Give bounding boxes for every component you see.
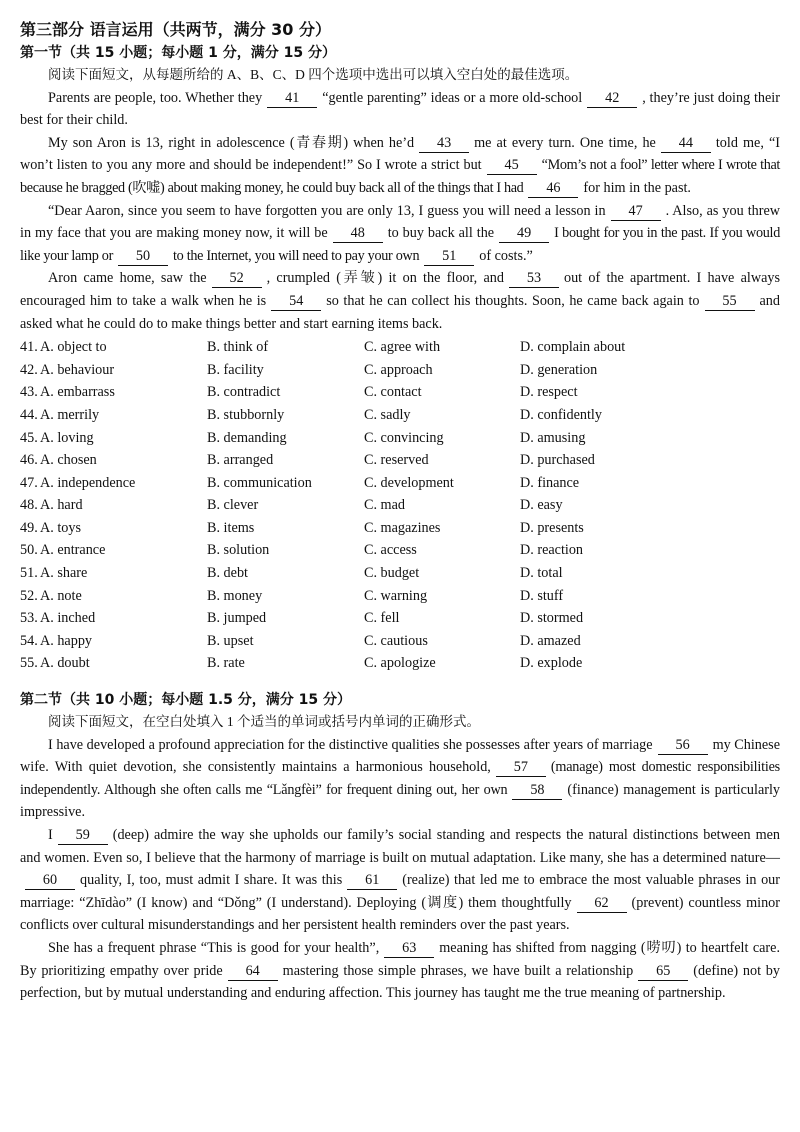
option-d[interactable]: D. stuff (520, 587, 564, 604)
option-a[interactable]: A. toys (40, 519, 81, 536)
section2-instruction: 阅读下面短文，在空白处填入 1 个适当的单词或括号内单词的正确形式。 (48, 714, 480, 730)
text: so that he can collect his thoughts. Soon, he came back again to (326, 292, 700, 309)
option-c[interactable]: C. approach (364, 361, 433, 378)
text: My son Aron is 13, right in adolescence (青春期) when he’d (48, 134, 415, 151)
text: (define) not by perfection, but by mutual understanding and enduring affection. This journey has taught me the true meaning of partnership. (20, 962, 780, 1002)
passage1-paragraph-2 (20, 132, 780, 200)
option-a[interactable]: A. hard (40, 497, 83, 514)
blank-65[interactable]: 65 (638, 963, 688, 981)
text: , they’re just doing their best for their child. (20, 89, 780, 129)
blank-64[interactable]: 64 (228, 963, 278, 981)
question-row (20, 539, 780, 562)
option-b[interactable]: B. money (207, 587, 263, 604)
blank-45[interactable]: 45 (487, 157, 537, 175)
passage2-paragraph-3 (20, 937, 780, 1005)
section1-instruction: 阅读下面短文，从每题所给的 A、B、C、D 四个选项中选出可以填入空白处的最佳选项。 (48, 67, 579, 82)
option-a[interactable]: A. loving (40, 429, 94, 446)
blank-51[interactable]: 51 (424, 248, 474, 266)
blank-59[interactable]: 59 (58, 827, 108, 845)
option-d[interactable]: D. complain about (520, 339, 626, 356)
blank-55[interactable]: 55 (705, 293, 755, 311)
blank-58[interactable]: 58 (512, 782, 562, 800)
option-d[interactable]: D. explode (520, 655, 583, 672)
option-d[interactable]: D. purchased (520, 452, 595, 469)
question-number: 46. (20, 452, 38, 469)
option-d[interactable]: D. amusing (520, 429, 586, 446)
option-a[interactable]: A. happy (40, 632, 93, 649)
question-number: 50. (20, 542, 38, 559)
question-number: 44. (20, 406, 38, 423)
passage1-paragraph-1 (20, 87, 780, 132)
option-c[interactable]: C. sadly (364, 406, 411, 423)
part-title: 第三部分 语言运用（共两节，满分 30 分） (20, 20, 331, 39)
option-c[interactable]: C. contact (364, 384, 422, 401)
text: mastering those simple phrases, we have built a relationship (282, 962, 634, 979)
option-a[interactable]: A. independence (40, 474, 136, 491)
text: me at every turn. One time, he (474, 134, 656, 151)
section1-title: 第一节（共 15 小题；每小题 1 分，满分 15 分） (20, 45, 336, 61)
option-d[interactable]: D. stormed (520, 610, 584, 627)
question-number: 41. (20, 339, 38, 356)
section-gap (20, 675, 780, 689)
blank-49[interactable]: 49 (499, 225, 549, 243)
question-row (20, 585, 780, 608)
option-d[interactable]: D. confidently (520, 406, 602, 423)
blank-44[interactable]: 44 (661, 135, 711, 153)
text: “Dear Aaron, since you seem to have forgotten you are only 13, I guess you will need a lesson in (48, 202, 606, 219)
blank-63[interactable]: 63 (384, 940, 434, 958)
options-list (20, 336, 780, 675)
option-c[interactable]: C. apologize (364, 655, 436, 672)
passage2-paragraph-1 (20, 734, 780, 824)
blank-50[interactable]: 50 (118, 248, 168, 266)
blank-61[interactable]: 61 (347, 872, 397, 890)
text: my Chinese wife. With quiet devotion, she consistently maintains a harmonious household, (20, 736, 780, 776)
option-a[interactable]: A. object to (40, 339, 107, 356)
blank-52[interactable]: 52 (212, 270, 262, 288)
text: , crumpled (弄皱) it on the floor, and (266, 270, 504, 287)
text: to buy back all the (387, 225, 495, 242)
option-b[interactable]: B. contradict (207, 384, 281, 401)
blank-47[interactable]: 47 (611, 203, 661, 221)
option-b[interactable]: B. think of (207, 339, 269, 356)
option-b[interactable]: B. items (207, 519, 255, 536)
option-c[interactable]: C. mad (364, 497, 405, 514)
blank-48[interactable]: 48 (333, 225, 383, 243)
question-number: 54. (20, 632, 38, 649)
option-a[interactable]: A. entrance (40, 542, 106, 559)
text: for him in the past. (583, 179, 691, 196)
question-row (20, 494, 780, 517)
option-c[interactable]: C. convincing (364, 429, 444, 446)
section2-title: 第二节（共 10 小题；每小题 1.5 分，满分 15 分） (20, 692, 352, 709)
question-number: 52. (20, 587, 38, 604)
text: I bought for you in the past. If you would like your lamp or (20, 225, 780, 264)
blank-54[interactable]: 54 (271, 293, 321, 311)
text: (prevent) countless minor conflicts over cultural misunderstandings and her persistent health reminders over the past years. (20, 894, 780, 934)
question-row (20, 630, 780, 653)
blank-46[interactable]: 46 (528, 180, 578, 198)
option-c[interactable]: C. development (364, 474, 454, 491)
option-c[interactable]: C. access (364, 542, 417, 559)
text: of costs.” (479, 247, 533, 264)
option-b[interactable]: B. arranged (207, 452, 274, 469)
question-number: 48. (20, 497, 38, 514)
text: (deep) admire the way she upholds our family’s social standing and respects the natural distinctions between men and women. Even so, I believe that the harmony of marriage is built on mutual adaptation. Like many, she has a determined nature— (20, 827, 780, 866)
blank-62[interactable]: 62 (577, 895, 627, 913)
option-d[interactable]: D. presents (520, 519, 584, 536)
option-b[interactable]: B. clever (207, 497, 259, 514)
option-c[interactable]: C. warning (364, 587, 428, 604)
blank-57[interactable]: 57 (496, 759, 546, 777)
text: and asked what he could do to make things better and start earning items back. (20, 292, 780, 332)
text: She has a frequent phrase “This is good for your health”, (48, 939, 380, 956)
option-a[interactable]: A. chosen (40, 452, 97, 469)
option-c[interactable]: C. magazines (364, 519, 441, 536)
option-c[interactable]: C. fell (364, 610, 400, 627)
text: quality, I, too, must admit I share. It was this (80, 872, 343, 889)
option-b[interactable]: B. upset (207, 632, 254, 649)
option-b[interactable]: B. solution (207, 542, 270, 559)
option-b[interactable]: B. rate (207, 655, 245, 672)
option-a[interactable]: A. merrily (40, 406, 100, 423)
question-row (20, 336, 780, 359)
option-a[interactable]: A. note (40, 587, 82, 604)
option-b[interactable]: B. debt (207, 565, 248, 582)
option-d[interactable]: D. generation (520, 361, 598, 378)
text: . Also, as you threw in my face that you are making money now, it will be (20, 202, 780, 242)
text: to the Internet, you will need to pay your own (173, 247, 420, 264)
option-a[interactable]: A. doubt (40, 655, 90, 672)
option-d[interactable]: D. amazed (520, 632, 581, 649)
option-b[interactable]: B. jumped (207, 610, 267, 627)
option-b[interactable]: B. demanding (207, 429, 287, 446)
option-a[interactable]: A. inched (40, 610, 96, 627)
question-number: 55. (20, 655, 38, 672)
blank-43[interactable]: 43 (419, 135, 469, 153)
question-number: 53. (20, 610, 38, 627)
option-a[interactable]: A. behaviour (40, 361, 115, 378)
text: Aron came home, saw the (48, 270, 207, 287)
option-d[interactable]: D. respect (520, 384, 578, 401)
text: meaning has shifted from nagging (唠叨) to heartfelt care. By prioritizing empathy over pride (20, 939, 780, 979)
question-row (20, 517, 780, 540)
text: (finance) management is particularly impressive. (20, 781, 781, 821)
question-number: 43. (20, 384, 38, 401)
text: I have developed a profound appreciation for the distinctive qualities she possesses after years of marriage (48, 736, 653, 753)
text: “gentle parenting” ideas or a more old-school (322, 89, 583, 106)
passage1-paragraph-4 (20, 267, 780, 335)
option-d[interactable]: D. total (520, 565, 563, 582)
option-c[interactable]: C. agree with (364, 339, 441, 356)
question-number: 51. (20, 565, 38, 582)
blank-41[interactable]: 41 (267, 90, 317, 108)
option-c[interactable]: C. cautious (364, 632, 428, 649)
blank-60[interactable]: 60 (25, 872, 75, 890)
option-b[interactable]: B. stubbornly (207, 406, 285, 423)
question-number: 49. (20, 519, 38, 536)
passage1-paragraph-3 (20, 200, 780, 268)
question-row (20, 404, 780, 427)
text: (realize) that led me to embrace the most valuable phrases in our marriage: “Zhīdào” (I know) and “Dǒng” (I understand). Deploying (调度) them thoughtfully (20, 872, 780, 911)
option-a[interactable]: A. embarrass (40, 384, 115, 401)
blank-56[interactable]: 56 (658, 737, 708, 755)
question-number: 42. (20, 361, 38, 378)
blank-42[interactable]: 42 (587, 90, 637, 108)
question-row (20, 652, 780, 675)
text: I (48, 827, 53, 843)
text: (manage) most domestic responsibilities independently. Although she often calls me “Lǎngfèi” for frequent dining out, her own (20, 759, 780, 798)
question-row (20, 472, 780, 495)
text: Parents are people, too. Whether they (48, 89, 263, 106)
option-c[interactable]: C. budget (364, 565, 420, 582)
question-row (20, 381, 780, 404)
question-row (20, 427, 780, 450)
option-a[interactable]: A. share (40, 565, 88, 582)
option-b[interactable]: B. communication (207, 474, 312, 491)
blank-53[interactable]: 53 (509, 270, 559, 288)
passage2-paragraph-2 (20, 824, 780, 937)
question-row (20, 562, 780, 585)
text: told me, “I won’t listen to you any more and should be independent!” So I wrote a strict but (20, 134, 780, 174)
question-number: 45. (20, 429, 38, 446)
option-d[interactable]: D. finance (520, 474, 580, 491)
text: “Mom’s not a fool” letter where I wrote that because he bragged (吹嘘) about making money, he could buy back all of the things that I had (20, 157, 780, 196)
option-b[interactable]: B. facility (207, 361, 264, 378)
option-d[interactable]: D. easy (520, 497, 563, 514)
question-row (20, 449, 780, 472)
question-row (20, 607, 780, 630)
option-c[interactable]: C. reserved (364, 452, 429, 469)
question-row (20, 359, 780, 382)
question-number: 47. (20, 474, 38, 491)
option-d[interactable]: D. reaction (520, 542, 584, 559)
text: out of the apartment. I have always encouraged him to take a walk when he is (20, 270, 780, 309)
